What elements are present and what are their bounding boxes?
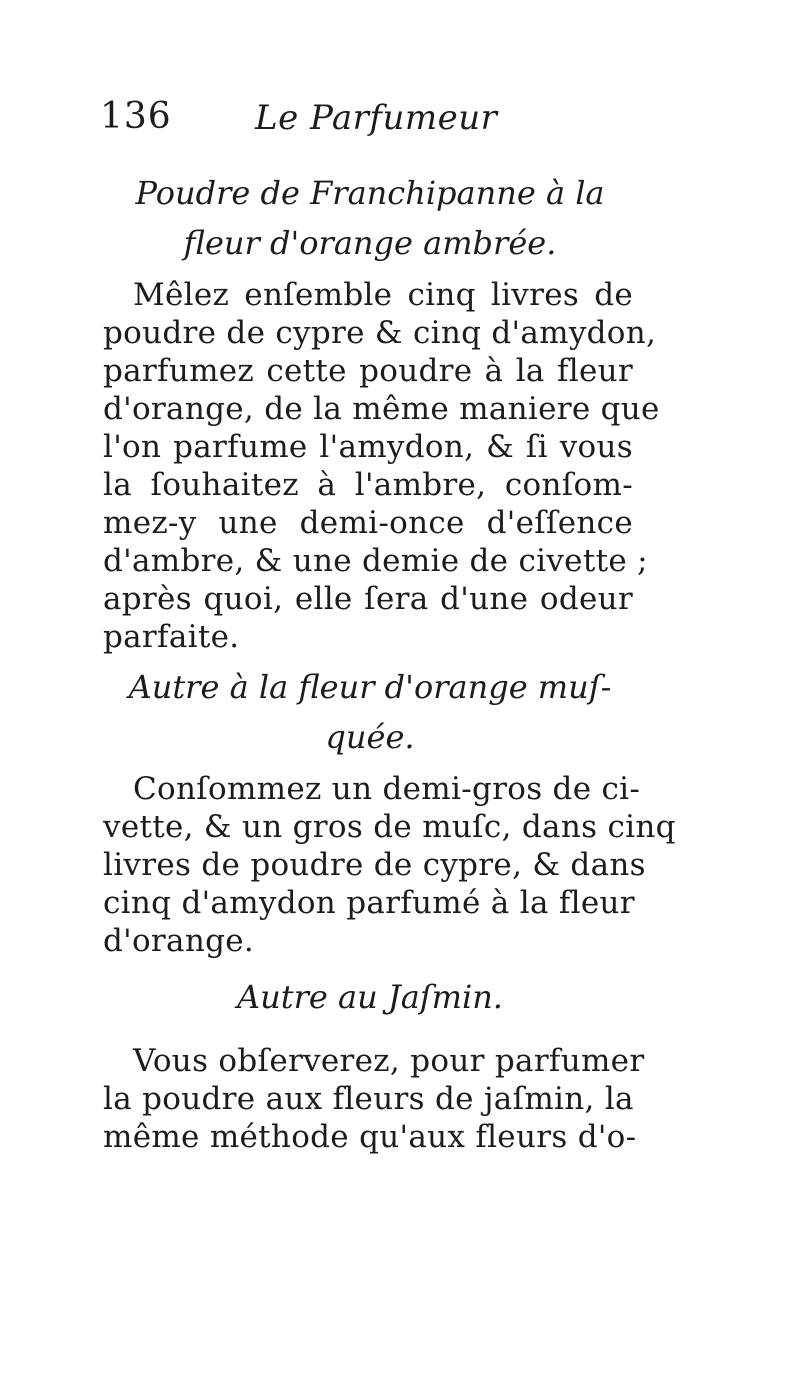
text-line: livres de poudre de cypre, & dans [103, 847, 646, 883]
text-line: la ſouhaitez à l'ambre, conſom- [103, 467, 633, 503]
heading-line: fleur d'orange ambrée. [183, 224, 557, 262]
running-head [100, 96, 660, 146]
text-line: l'on parfume l'amydon, & ſi vous [103, 429, 633, 465]
text-line: d'orange. [103, 923, 255, 959]
heading-line: quée. [325, 718, 415, 756]
section-paragraph-jasmin [103, 1042, 645, 1156]
text-line: parfaite. [103, 619, 240, 655]
text-line: même méthode qu'aux fleurs d'o- [103, 1119, 637, 1155]
text-line: d'orange, de la même maniere que [103, 391, 660, 427]
page-number: 136 [100, 96, 172, 137]
section-heading-muſquee [60, 662, 680, 762]
text-line: vette, & un gros de muſc, dans cinq [103, 809, 676, 845]
section-paragraph-muſquee [103, 770, 676, 960]
text-line: poudre de cypre & cinq d'amydon, [103, 315, 657, 351]
text-line: Mêlez enſemble cinq livres de [133, 277, 633, 313]
section-paragraph-franchipanne [103, 276, 660, 656]
text-line: Conſommez un demi-gros de ci- [133, 771, 641, 807]
running-title: Le Parfumeur [255, 98, 498, 138]
heading-line: Autre au Jaſmin. [237, 978, 503, 1016]
text-line: mez-y une demi-once d'eſſence [103, 505, 633, 541]
text-line: cinq d'amydon parfumé à la fleur [103, 885, 635, 921]
section-heading-franchipanne [60, 168, 680, 268]
section-heading-jasmin [60, 972, 680, 1022]
text-line: la poudre aux fleurs de jaſmin, la [103, 1081, 634, 1117]
heading-line: Autre à la fleur d'orange muſ- [128, 668, 612, 706]
text-line: d'ambre, & une demie de civette ; [103, 543, 648, 579]
text-line: Vous obſerverez, pour parfumer [133, 1043, 645, 1079]
heading-line: Poudre de Franchipanne à la [135, 174, 605, 212]
text-line: après quoi, elle ſera d'une odeur [103, 581, 633, 617]
text-line: parfumez cette poudre à la fleur [103, 353, 633, 389]
